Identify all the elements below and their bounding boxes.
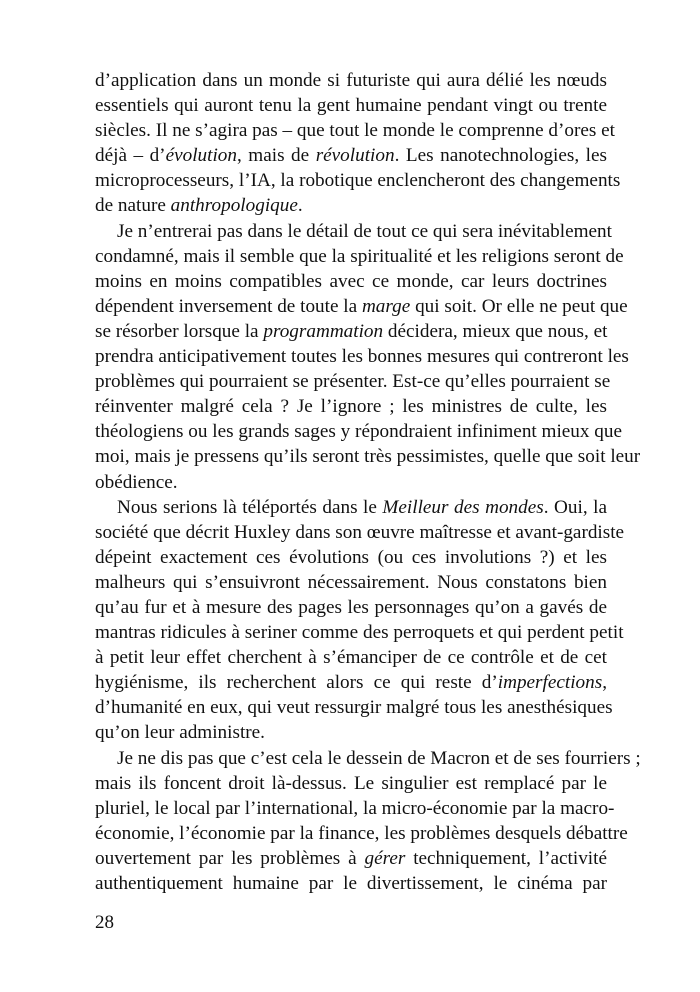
text-run: société que décrit Huxley dans son œuvre maîtresse et avant-gardiste — [95, 521, 625, 543]
text-line — [95, 219, 612, 244]
italic-text: évolution — [165, 145, 237, 167]
text-run: dépendent inversement de toute la — [95, 295, 362, 317]
text-line — [95, 645, 607, 670]
italic-text: marge — [361, 295, 411, 317]
text-line — [95, 419, 623, 444]
text-line — [95, 68, 607, 93]
text-run: . Oui, la — [543, 496, 607, 518]
text-run: économie, l’économie par la finance, les problèmes desquels débattre — [95, 822, 628, 844]
text-line — [95, 93, 607, 118]
text-run: , — [602, 672, 607, 694]
text-run: mais ils foncent droit là-dessus. Le singulier est remplacé par le — [95, 772, 607, 794]
text-run: dépeint exactement ces évolutions (ou ces involutions ?) et les — [95, 546, 607, 568]
italic-text: gérer — [364, 847, 406, 869]
text-run: techniquement, l’activité — [405, 847, 607, 869]
text-line — [95, 294, 628, 319]
text-line — [95, 821, 628, 846]
text-line — [95, 796, 615, 821]
text-line — [95, 369, 611, 394]
paragraph — [95, 219, 641, 495]
text-line — [95, 846, 607, 871]
text-line — [95, 193, 607, 218]
text-run: Je n’entrerai pas dans le détail de tout ce qui sera inévitablement — [117, 220, 612, 242]
book-page-body — [95, 68, 641, 896]
text-line — [95, 444, 641, 469]
text-line — [95, 143, 607, 168]
text-run: ouvertement par les problèmes à — [95, 847, 365, 869]
paragraph — [95, 68, 621, 219]
text-line — [95, 495, 607, 520]
paragraph — [95, 746, 641, 897]
text-line — [95, 670, 607, 695]
text-run: siècles. Il ne s’agira pas – que tout le monde le comprenne d’ores et — [95, 120, 616, 142]
text-line — [95, 269, 607, 294]
text-run: , mais de — [236, 145, 316, 167]
text-line — [95, 118, 616, 143]
text-run: se résorber lorsque la — [95, 320, 264, 342]
text-run: authentiquement humaine par le divertissement, le cinéma par — [95, 873, 607, 894]
text-run: qui soit. Or elle ne peut que — [410, 295, 628, 317]
text-line — [95, 746, 641, 771]
text-run: Je ne dis pas que c’est cela le dessein de Macron et de ses fourriers ; — [117, 747, 641, 769]
text-run: hygiénisme, ils recherchent alors ce qui reste d’ — [95, 672, 498, 694]
text-run: déjà – d’ — [95, 145, 166, 167]
text-run: moi, mais je pressens qu’ils seront très pessimistes, quelle que soit leur — [95, 446, 641, 468]
text-run: d’application dans un monde si futuriste qui aura délié les nœuds — [95, 70, 607, 91]
text-run: à petit leur effet cherchent à s’émanciper de ce contrôle et de cet — [95, 647, 607, 669]
text-run: décidera, mieux que nous, et — [383, 320, 608, 342]
text-line — [95, 771, 607, 796]
text-line — [95, 394, 607, 419]
text-run: réinventer malgré cela ? Je l’ignore ; les ministres de culte, les — [95, 396, 607, 418]
text-line — [95, 520, 625, 545]
italic-text: révolution — [315, 145, 395, 167]
text-run: . — [297, 195, 303, 217]
text-line — [95, 570, 607, 595]
text-line — [95, 319, 607, 344]
text-line — [95, 595, 607, 620]
paragraph — [95, 495, 625, 746]
text-run: théologiens ou les grands sages y répondraient infiniment mieux que — [95, 421, 623, 443]
text-run: malheurs qui s’ensuivront nécessairement. Nous constatons bien — [95, 571, 607, 593]
text-run: essentiels qui auront tenu la gent humaine pendant vingt ou trente — [95, 95, 607, 117]
text-run: qu’au fur et à mesure des pages les personnages qu’on a gavés de — [95, 596, 607, 618]
text-line — [95, 871, 607, 896]
text-line — [95, 720, 607, 745]
text-line — [95, 695, 613, 720]
text-run: . Les nanotechnologies, les — [394, 145, 607, 167]
text-run: mantras ridicules à seriner comme des perroquets et qui perdent petit — [95, 622, 624, 644]
text-run: moins en moins compatibles avec ce monde, car leurs doctrines — [95, 270, 607, 292]
text-line — [95, 470, 607, 495]
text-run: problèmes qui pourraient se présenter. Est-ce qu’elles pourraient se — [95, 371, 611, 393]
text-run: de nature — [95, 195, 171, 217]
italic-text: Meilleur des mondes — [382, 496, 544, 518]
text-line — [95, 344, 629, 369]
text-line — [95, 244, 624, 269]
text-line — [95, 168, 621, 193]
text-run: microprocesseurs, l’IA, la robotique enclencheront des changements — [95, 170, 621, 192]
italic-text: imperfections — [497, 672, 603, 694]
text-line — [95, 620, 624, 645]
text-run: pluriel, le local par l’international, la micro-économie par la macro- — [95, 797, 615, 819]
text-line — [95, 545, 607, 570]
page-number: 28 — [95, 912, 114, 933]
text-run: Nous serions là téléportés dans le — [117, 496, 383, 518]
text-run: qu’on leur administre. — [95, 722, 265, 744]
text-run: d’humanité en eux, qui veut ressurgir malgré tous les anesthésiques — [95, 697, 613, 719]
text-run: obédience. — [95, 471, 178, 493]
italic-text: programmation — [263, 320, 384, 342]
italic-text: anthropologique — [170, 195, 298, 217]
text-run: condamné, mais il semble que la spiritualité et les religions seront de — [95, 245, 624, 267]
text-run: prendra anticipativement toutes les bonnes mesures qui contreront les — [95, 346, 629, 368]
